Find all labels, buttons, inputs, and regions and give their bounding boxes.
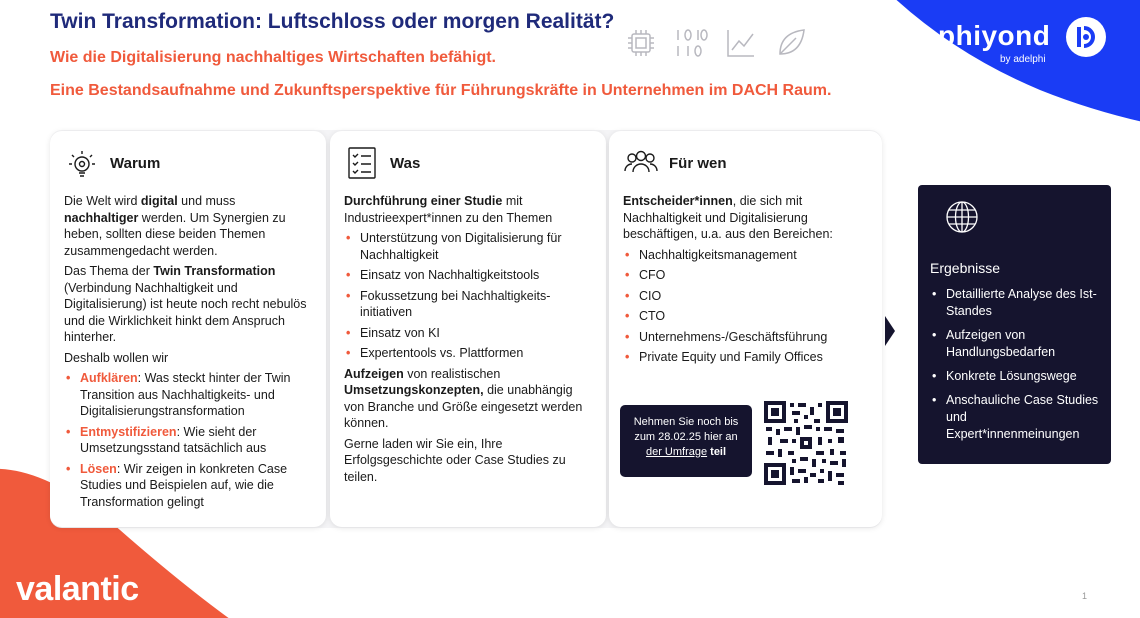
was-paragraph-2: Aufzeigen von realistischen Umsetzungskonzepten, die unabhängig von Branche und Größe eingesetzt werden können. (344, 366, 583, 430)
brand-mark-icon (1065, 16, 1107, 58)
list-item: • Einsatz von KI (344, 325, 592, 342)
fuer-wen-paragraph-1: Entscheider*innen, die sich mit Nachhaltigkeit und Digitalisierung beschäftigen, u.a. aus den Bereichen: (623, 194, 833, 241)
list-item: • Aufklären: Was steckt hinter der Twin Transition aus Nachhaltigkeits- und Digitalisierungstransformation (64, 370, 312, 420)
results-box (918, 185, 1111, 464)
list-item: • CFO (623, 267, 868, 284)
chip-icon (624, 26, 658, 60)
list-item: • Unternehmens-/Geschäftsführung (623, 329, 868, 346)
list-item: • Unterstützung von Digitalisierung für Nachhaltigkeit (344, 230, 592, 263)
card-warum (50, 131, 326, 527)
brand-name: phiyond (938, 20, 1051, 51)
warum-paragraph-3: Deshalb wollen wir (64, 350, 169, 365)
leaf-icon (774, 26, 808, 60)
was-paragraph-3: Gerne laden wir Sie ein, Ihre Erfolgsgeschichte oder Case Studies zu teilen. (344, 436, 566, 484)
checklist-icon (344, 145, 380, 181)
page-title: Twin Transformation: Luftschloss oder morgen Realität? (50, 10, 615, 33)
line-chart-icon (724, 26, 758, 60)
list-item: • CTO (623, 308, 868, 325)
list-item: • Nachhaltigkeitsmanagement (623, 247, 868, 264)
was-paragraph-1: Durchführung einer Studie mit Industrieexpert*innen zu den Themen (344, 194, 553, 225)
warum-paragraph-1: Die Welt wird digital und muss nachhaltiger werden. Um Synergien zu heben, sollten diese beiden Themen zusammengedacht werden. (64, 194, 286, 258)
survey-link[interactable]: der Umfrage (645, 446, 708, 458)
page-subtitle-2: Eine Bestandsaufnahme und Zukunftsperspektive für Führungskräfte in Unternehmen im DACH Raum. (50, 82, 832, 99)
brand-tagline: by adelphi (1000, 54, 1046, 65)
list-item: • Entmystifizieren: Wie sieht der Umsetzungsstand tatsächlich aus (64, 424, 312, 457)
results-title: Ergebnisse (930, 260, 1001, 276)
list-item: • Konkrete Lösungswege (930, 368, 1099, 385)
card-title: Für wen (669, 154, 727, 172)
people-icon (623, 145, 659, 181)
list-item: • Aufzeigen von Handlungsbedarfen (930, 327, 1099, 361)
valantic-logo: valantic (16, 570, 139, 608)
list-item: • Private Equity und Family Offices (623, 349, 868, 366)
binary-icon (674, 26, 708, 60)
brand-logo (938, 20, 1051, 65)
list-item: • Lösen: Wir zeigen in konkreten Case Studies und Beispielen auf, wie die Transformation gelingt (64, 461, 312, 511)
list-item: • Detaillierte Analyse des Ist-Standes (930, 286, 1099, 320)
topic-icons (624, 26, 808, 60)
list-item: • CIO (623, 288, 868, 305)
card-title: Was (390, 154, 421, 172)
card-title: Warum (110, 154, 161, 172)
warum-paragraph-2: Das Thema der Twin Transformation (Verbindung Nachhaltigkeit und Digitalisierung) ist heute noch recht nebulös und die Wirklichkeit hinkt dem Anspruch hinterher. (64, 264, 307, 344)
arrow-right-icon (885, 316, 895, 346)
qr-code[interactable] (764, 401, 848, 485)
list-item: • Anschauliche Case Studies und Expert*innenmeinungen (930, 392, 1099, 443)
list-item: • Expertentools vs. Plattformen (344, 345, 592, 362)
lightbulb-gear-icon (64, 145, 100, 181)
list-item: • Einsatz von Nachhaltigkeitstools (344, 267, 592, 284)
survey-cta-box: Nehmen Sie noch bis zum 28.02.25 hier an der Umfrage teil (620, 405, 752, 477)
globe-icon (942, 199, 982, 239)
card-was (330, 131, 606, 527)
page-subtitle: Wie die Digitalisierung nachhaltiges Wirtschaften befähigt. (50, 49, 496, 66)
page-number: 1 (1082, 591, 1088, 601)
list-item: • Fokussetzung bei Nachhaltigkeits-initiativen (344, 288, 592, 321)
